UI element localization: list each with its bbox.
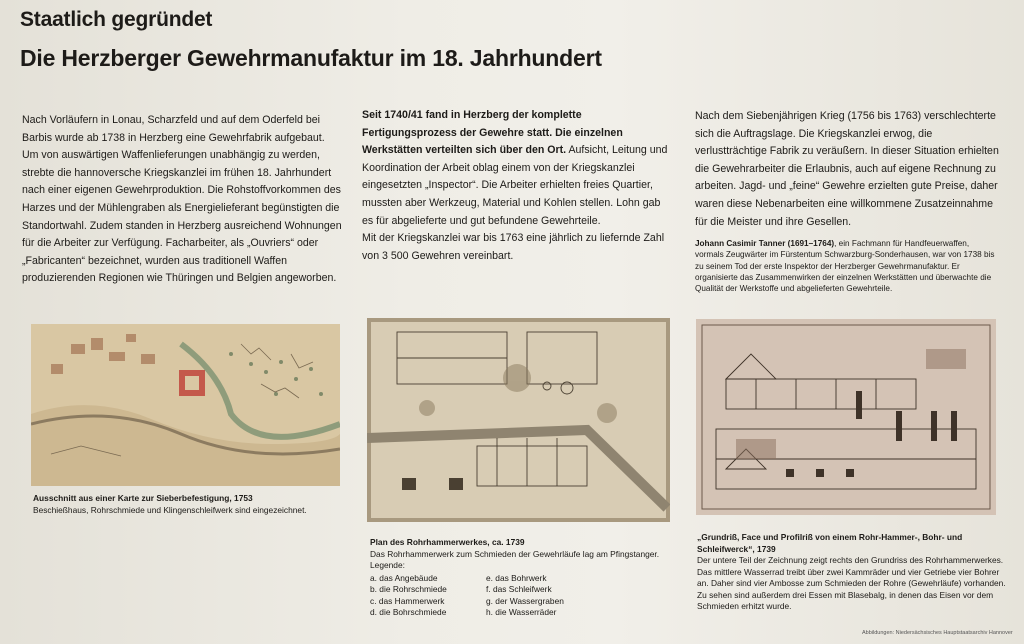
tanner-name: Johann Casimir Tanner (1691–1764) bbox=[695, 239, 835, 249]
column-2-paragraph bbox=[362, 107, 674, 230]
caption-plan-title: Plan des Rohrhammerwerkes, ca. 1739 bbox=[370, 537, 525, 547]
tanner-bio bbox=[695, 238, 1000, 294]
text-column-2 bbox=[362, 107, 674, 265]
column-1-text: Nach Vorläufern in Lonau, Scharzfeld und auf dem Oderfeld bei Barbis wurde ab 1738 in Herzberg eine Gewehrfabrik aufgebaut. Um von auswärtigen Waffenlieferungen unabhängig zu werden, strebte die hannoversche Kriegskanzlei im frühen 18. Jahrhundert nach einer eigenen Gewehrproduktion. Die Rohstoffvorkommen des Harzes und der Mühlengraben als Energielieferant begünstigten die Standortwahl. Zudem standen in Herzberg ausreichend Wohnungen für die Arbeiter zur Verfügung. Facharbeiter, als „Ouvriers“ oder „Fabricanten“ bezeichnet, wurden aus traditionell Waffen produzierenden Regionen wie Thüringen und Belgien angeworben. bbox=[22, 114, 342, 285]
legend-item: e. das Bohrwerk bbox=[486, 572, 547, 583]
legend-item: c. das Hammerwerk bbox=[370, 595, 445, 606]
image-credit: Abbildungen: Niedersächsisches Hauptstaatsarchiv Hannover bbox=[862, 630, 1013, 636]
caption-plan bbox=[370, 537, 670, 619]
panel-title: Staatlich gegründet bbox=[20, 8, 213, 31]
caption-map-title: Ausschnitt aus einer Karte zur Sieberbefestigung, 1753 bbox=[33, 493, 253, 503]
column-2-text-2: Mit der Kriegskanzlei war bis 1763 eine jährlich zu liefernde Zahl von 3 500 Gewehren vereinbart. bbox=[362, 232, 665, 262]
column-2-text: Aufsicht, Leitung und Koordination der Arbeit oblag einem von der Kriegskanzlei eingesetzten „Inspector“. Die Arbeiter erhielten freies Quartier, mussten aber Werkzeug, Material und Kohlen stellen. Lohn gab es für abgelieferte und gut befundene Gewehrteile. bbox=[362, 144, 668, 227]
legend-item: g. der Wassergraben bbox=[486, 595, 564, 606]
tanner-text: , ein Fachmann für Handfeuerwaffen, vormals Zeugwärter im Fürstentum Schwarzburg-Sonderhausen, war von 1738 bis zu seinem Tod der erste Inspektor der Herzberger Gewehrmanufaktur. Er organisierte das Zusammenwirken der einzelnen Werkstätten und überwachte die Qualität der Werkstoffe und abgelieferten Gewehrteile. bbox=[695, 239, 995, 293]
legend-item: a. das Angebäude bbox=[370, 572, 438, 583]
legend-list bbox=[370, 573, 670, 619]
caption-map bbox=[33, 493, 333, 516]
column-3-text: Nach dem Siebenjährigen Krieg (1756 bis 1763) verschlechterte sich die Auftragslage. Die Kriegskanzlei erwog, die verlustträchtige Fabrik zu veräußern. In dieser Situation erhielten die Gewehrarbeiter die Erlaubnis, auch auf eigene Rechnung zu arbeiten. Jagd- und „feine“ Gewehre erzielten gute Preise, daher waren diese Nebenarbeiten eine willkommene Zusatzeinnahme für die Meister und ihre Gesellen. bbox=[695, 110, 999, 228]
legend-label: Legende: bbox=[370, 560, 405, 570]
legend-item: b. die Rohrschmiede bbox=[370, 584, 447, 594]
caption-grundriss-text: Der untere Teil der Zeichnung zeigt rechts den Grundriss des Rohrhammerwerkes. Das mittlere Wasserrad treibt über zwei Kammräder und vier Getriebe vier Bohrer an. Daher sind vier Ambosse zum Schmieden der Rohre (Gewehrläufe) vorhanden. Zu sehen sind außerdem drei Essen mit Blasebalg, in denen das Eisen vor dem Schmieden erhitzt wurde. bbox=[697, 555, 1006, 611]
legend-item: d. die Bohrschmiede bbox=[370, 607, 447, 617]
legend-item: h. die Wasserräder bbox=[486, 607, 557, 617]
text-column-1 bbox=[22, 112, 342, 288]
caption-grundriss bbox=[697, 532, 1007, 613]
column-2-bold-text: Seit 1740/41 fand in Herzberg der komplette Fertigungsprozess der Gewehre statt. Die einzelnen Werkstätten verteilten sich über den Ort. bbox=[362, 109, 623, 157]
caption-plan-text: Das Rohrhammerwerk zum Schmieden der Gewehrläufe lag am Pfingstanger. bbox=[370, 548, 660, 559]
map-image bbox=[31, 324, 340, 486]
caption-map-text: Beschießhaus, Rohrschmiede und Klingenschleifwerk sind eingezeichnet. bbox=[33, 504, 307, 515]
grundriss-image bbox=[696, 319, 996, 515]
plan-image bbox=[367, 318, 670, 522]
legend-item: f. das Schleifwerk bbox=[486, 584, 552, 594]
caption-grundriss-title: „Grundriß, Face und Profilriß von einem Rohr-Hammer-, Bohr- und Schleifwerck“, 1739 bbox=[697, 532, 963, 554]
panel-subtitle: Die Herzberger Gewehrmanufaktur im 18. Jahrhundert bbox=[20, 45, 602, 71]
text-column-3 bbox=[695, 108, 1000, 294]
